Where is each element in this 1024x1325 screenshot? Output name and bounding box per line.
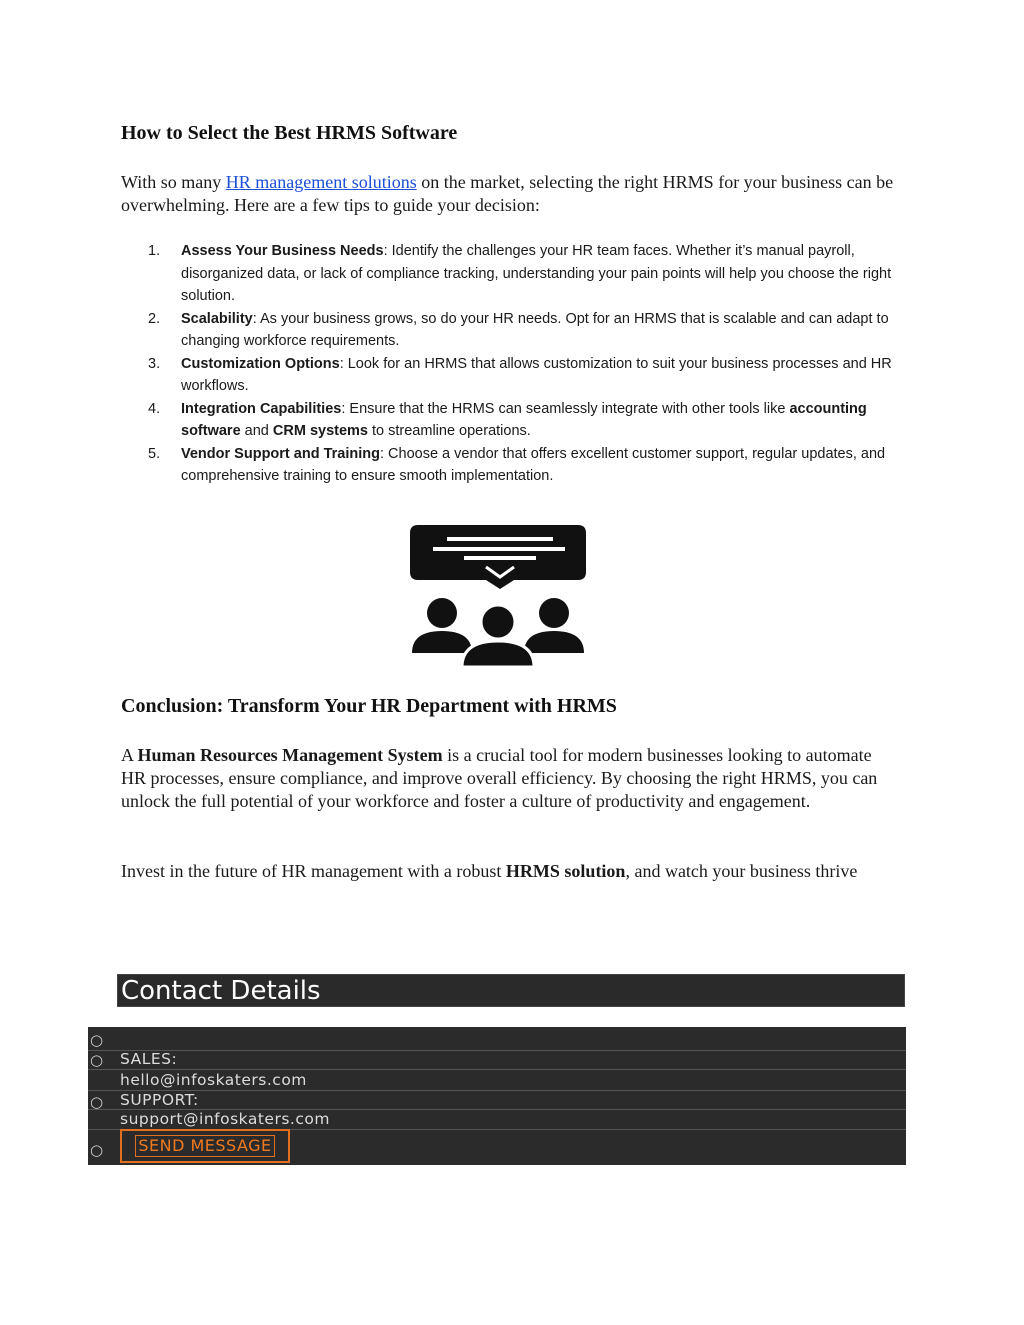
paragraph-text: Invest in the future of HR management with a robust	[121, 861, 506, 881]
bold-term: Human Resources Management System	[137, 745, 443, 765]
team-discussion-icon	[410, 525, 586, 667]
contact-title: Contact Details	[121, 976, 321, 1006]
support-label: SUPPORT:	[120, 1091, 199, 1109]
tip-title: Customization Options	[181, 355, 340, 372]
tip-bold-term: CRM systems	[272, 423, 368, 439]
list-number: 1.	[148, 243, 161, 259]
tip-title: Assess Your Business Needs	[181, 243, 384, 259]
contact-row-empty	[88, 1027, 906, 1051]
intro-text-end: on the market, selecting the right HRMS for your business can be overwhelming. Here are a few tips to guide your decision:	[121, 172, 894, 215]
contact-row-sales-email	[88, 1070, 906, 1091]
contact-row-support-email	[88, 1110, 906, 1130]
sales-label: SALES:	[120, 1050, 178, 1068]
tip-text: : Ensure that the HRMS can seamlessly integrate with other tools like	[341, 400, 790, 417]
contact-panel	[88, 1027, 906, 1165]
conclusion-paragraph-2	[121, 860, 901, 883]
tips-list	[148, 240, 893, 488]
tip-text: : Choose a vendor that offers excellent customer support, regular updates, and comprehensive training to ensure smooth implementation.	[181, 445, 886, 484]
bold-term: HRMS solution	[505, 861, 626, 881]
tip-bold-term: accounting software	[181, 400, 867, 439]
contact-row-sales	[88, 1050, 906, 1070]
tip-text: and	[240, 423, 273, 439]
list-item	[148, 240, 893, 308]
bullet-icon: ○	[90, 1051, 104, 1069]
list-item	[148, 443, 893, 488]
send-message-button[interactable]	[120, 1129, 290, 1163]
intro-paragraph	[121, 171, 901, 217]
paragraph-text: is a crucial tool for modern businesses looking to automate HR processes, ensure compliance, and improve overall efficiency. By choosing the right HRMS, you can unlock the full potential of your workforce and foster a culture of productivity and engagement.	[121, 745, 878, 811]
sales-email-link[interactable]: hello@infoskaters.com	[120, 1071, 307, 1089]
paragraph-text: , and watch your business thrive	[625, 861, 858, 881]
list-number: 2.	[148, 310, 161, 327]
conclusion-paragraph-1	[121, 744, 901, 813]
tip-title: Scalability	[181, 310, 253, 327]
list-item	[148, 308, 893, 353]
send-message-label: SEND MESSAGE	[135, 1135, 274, 1157]
bullet-icon: ○	[90, 1031, 104, 1049]
list-number: 4.	[148, 400, 161, 417]
list-item	[148, 353, 893, 398]
tip-text: : Look for an HRMS that allows customization to suit your business processes and HR workflows.	[181, 355, 892, 394]
tip-title: Vendor Support and Training	[181, 445, 380, 462]
bullet-icon: ○	[90, 1093, 104, 1111]
contact-row-support	[88, 1091, 906, 1110]
list-number: 5.	[148, 445, 161, 462]
support-email-link[interactable]: support@infoskaters.com	[120, 1110, 330, 1128]
tip-text: to streamline operations.	[367, 423, 531, 439]
list-number: 3.	[148, 355, 161, 372]
bullet-icon: ○	[90, 1141, 104, 1159]
list-item	[148, 398, 893, 443]
conclusion-heading: Conclusion: Transform Your HR Department with HRMS	[121, 695, 617, 717]
tip-title: Integration Capabilities	[181, 400, 342, 417]
tip-text: : Identify the challenges your HR team faces. Whether it’s manual payroll, disorganized data, or lack of compliance tracking, understanding your pain points will help you choose the right solution.	[181, 243, 892, 304]
section-heading: How to Select the Best HRMS Software	[121, 122, 458, 144]
intro-text-start: With so many	[121, 172, 226, 192]
contact-header	[117, 974, 905, 1007]
paragraph-text: A	[121, 745, 138, 765]
hr-solutions-link[interactable]: HR management solutions	[225, 172, 417, 192]
tip-text: : As your business grows, so do your HR needs. Opt for an HRMS that is scalable and can adapt to changing workforce requirements.	[181, 310, 889, 349]
